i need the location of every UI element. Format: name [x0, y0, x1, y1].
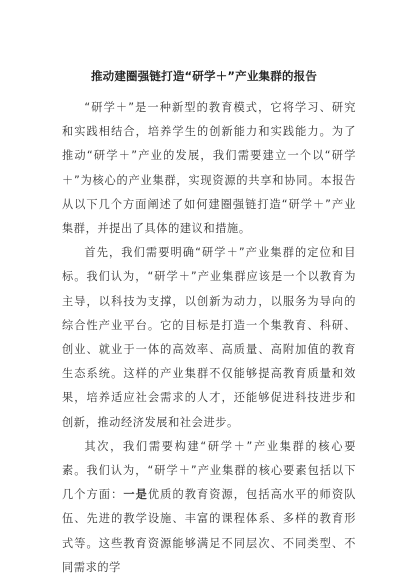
paragraph-positioning: 首先，我们需要明确“研学＋”产业集群的定位和目标。我们认为，“研学＋”产业集群应该是一个以教育为主导，以科技为支撑，以创新为动力，以服务为导向的综合性产业平台。它的目标是打造一个集教育、科研、创业、就业于一体的高效率、高质量、高附加值的教育生态系统。这样的产业集群不仅能够提高教育质量和效果，培养适应社会需求的人才，还能够促进科技进步和创新，推动经济发展和社会进步。 — [62, 246, 356, 429]
paragraph-core-elements-rest: 优质的教育资源，包括高水平的师资队伍、先进的教学设施、丰富的课程体系、多样的教育形式等。这些教育资源能够满足不同层次、不同类型、不同需求的学 — [62, 488, 357, 574]
paragraph-intro: “研学＋”是一种新型的教育模式，它将学习、研究和实践相结合，培养学生的创新能力和实践能力。为了推动“研学＋”产业的发展，我们需要建立一个以“研学＋”为核心的产业集群，实现资源的共享和协同。本报告从以下几个方面阐述了如何建圈强链打造“研学＋”产业集群，并提出了具体的建议和措施。 — [62, 101, 356, 236]
document-body — [62, 96, 356, 580]
document-title: 推动建圈强链打造“研学＋”产业集群的报告 — [90, 69, 318, 83]
bold-lead-text: 一是 — [123, 488, 148, 502]
paragraph-core-elements — [62, 435, 356, 580]
paragraph-core-elements-intro: 其次，我们需要构建“研学＋”产业集群的核心要素。我们认为，“研学＋”产业集群的核心要素包括以下几个方面： — [62, 439, 356, 502]
